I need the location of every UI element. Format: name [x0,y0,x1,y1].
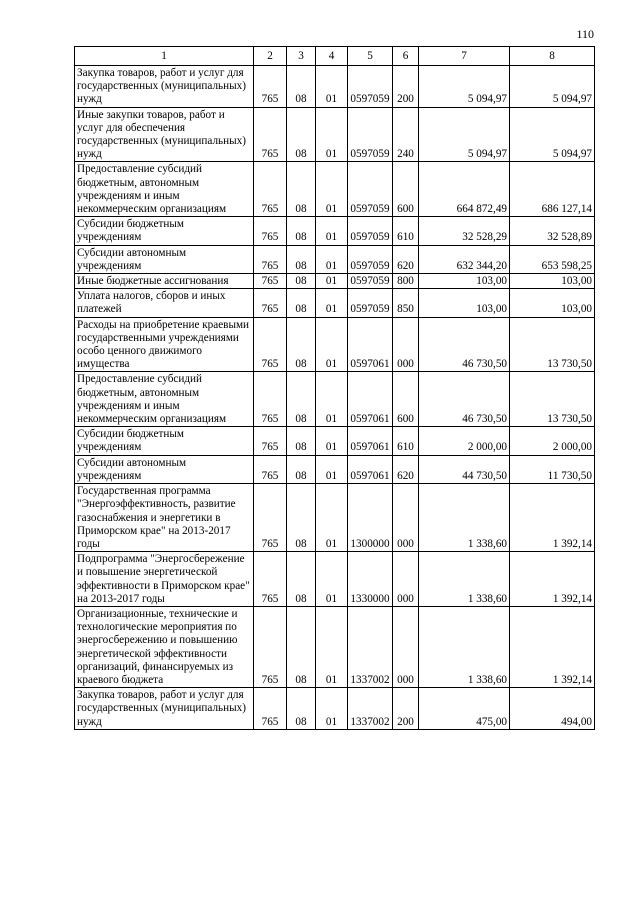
code-cell: 765 [254,217,287,245]
code-cell: 765 [254,162,287,217]
amount-cell: 1 338,60 [419,552,510,607]
expense-type-cell: 240 [393,107,419,162]
amount-cell: 494,00 [510,688,595,730]
column-header: 5 [348,47,393,66]
row-name-cell: Иные бюджетные ассигнования [75,274,254,289]
code-cell: 765 [254,289,287,317]
row-name-cell: Закупка товаров, работ и услуг для государственных (муниципальных) нужд [75,688,254,730]
row-name-cell: Иные закупки товаров, работ и услуг для обеспечения государственных (муниципальных) нужд [75,107,254,162]
page-number: 110 [576,27,594,41]
target-article-cell: 0597061 [348,455,393,483]
expense-type-cell: 620 [393,245,419,273]
amount-cell: 1 392,14 [510,552,595,607]
column-header: 1 [75,47,254,66]
expense-type-cell: 620 [393,455,419,483]
amount-cell: 2 000,00 [510,427,595,455]
table-header-row [75,47,595,66]
target-article-cell: 0597059 [348,289,393,317]
target-article-cell: 0597059 [348,245,393,273]
row-name-cell: Предоставление субсидий бюджетным, автономным учреждениям и иным некоммерческим организациям [75,162,254,217]
section-cell: 08 [287,688,316,730]
row-name-cell: Подпрограмма "Энергосбережение и повышение энергетической эффективности в Приморском крае" на 2013-2017 годы [75,552,254,607]
code-cell: 765 [254,274,287,289]
column-header: 6 [393,47,419,66]
subsection-cell: 01 [316,484,348,552]
subsection-cell: 01 [316,552,348,607]
row-name-cell: Субсидии автономным учреждениям [75,245,254,273]
subsection-cell: 01 [316,107,348,162]
section-cell: 08 [287,289,316,317]
amount-cell: 475,00 [419,688,510,730]
table-row [75,552,595,607]
amount-cell: 13 730,50 [510,372,595,427]
row-name-cell: Субсидии автономным учреждениям [75,455,254,483]
code-cell: 765 [254,427,287,455]
expense-type-cell: 000 [393,606,419,687]
expense-type-cell: 200 [393,688,419,730]
expense-type-cell: 800 [393,274,419,289]
target-article-cell: 0597059 [348,107,393,162]
subsection-cell: 01 [316,427,348,455]
table-body [75,66,595,730]
section-cell: 08 [287,427,316,455]
expense-type-cell: 610 [393,217,419,245]
target-article-cell: 1337002 [348,688,393,730]
amount-cell: 632 344,20 [419,245,510,273]
table-row [75,688,595,730]
amount-cell: 1 392,14 [510,606,595,687]
section-cell: 08 [287,606,316,687]
section-cell: 08 [287,455,316,483]
code-cell: 765 [254,317,287,372]
target-article-cell: 1330000 [348,552,393,607]
column-header: 3 [287,47,316,66]
table-row [75,289,595,317]
code-cell: 765 [254,688,287,730]
table-row [75,317,595,372]
code-cell: 765 [254,245,287,273]
amount-cell: 686 127,14 [510,162,595,217]
row-name-cell: Предоставление субсидий бюджетным, автономным учреждениям и иным некоммерческим организациям [75,372,254,427]
amount-cell: 653 598,25 [510,245,595,273]
amount-cell: 103,00 [419,274,510,289]
expense-type-cell: 850 [393,289,419,317]
section-cell: 08 [287,552,316,607]
table-row [75,455,595,483]
section-cell: 08 [287,66,316,108]
row-name-cell: Организационные, технические и технологические мероприятия по энергосбережению и повышению энергетической эффективности организаций, финансируемых из краевого бюджета [75,606,254,687]
amount-cell: 46 730,50 [419,372,510,427]
section-cell: 08 [287,162,316,217]
column-header: 8 [510,47,595,66]
amount-cell: 5 094,97 [419,107,510,162]
table-row [75,66,595,108]
amount-cell: 1 338,60 [419,606,510,687]
target-article-cell: 1300000 [348,484,393,552]
amount-cell: 2 000,00 [419,427,510,455]
subsection-cell: 01 [316,606,348,687]
amount-cell: 103,00 [510,274,595,289]
expense-type-cell: 000 [393,552,419,607]
expense-type-cell: 000 [393,317,419,372]
amount-cell: 5 094,97 [510,107,595,162]
target-article-cell: 0597061 [348,427,393,455]
amount-cell: 11 730,50 [510,455,595,483]
subsection-cell: 01 [316,217,348,245]
amount-cell: 103,00 [510,289,595,317]
table-row [75,484,595,552]
row-name-cell: Субсидии бюджетным учреждениям [75,427,254,455]
column-header: 2 [254,47,287,66]
row-name-cell: Субсидии бюджетным учреждениям [75,217,254,245]
budget-table [74,46,595,730]
code-cell: 765 [254,372,287,427]
subsection-cell: 01 [316,66,348,108]
section-cell: 08 [287,372,316,427]
row-name-cell: Уплата налогов, сборов и иных платежей [75,289,254,317]
amount-cell: 1 338,60 [419,484,510,552]
subsection-cell: 01 [316,162,348,217]
amount-cell: 103,00 [419,289,510,317]
subsection-cell: 01 [316,372,348,427]
column-header: 7 [419,47,510,66]
amount-cell: 5 094,97 [510,66,595,108]
target-article-cell: 0597059 [348,217,393,245]
expense-type-cell: 000 [393,484,419,552]
amount-cell: 46 730,50 [419,317,510,372]
subsection-cell: 01 [316,274,348,289]
table-row [75,606,595,687]
target-article-cell: 0597061 [348,317,393,372]
target-article-cell: 0597059 [348,274,393,289]
target-article-cell: 0597059 [348,66,393,108]
amount-cell: 32 528,29 [419,217,510,245]
table-row [75,427,595,455]
section-cell: 08 [287,484,316,552]
amount-cell: 664 872,49 [419,162,510,217]
amount-cell: 44 730,50 [419,455,510,483]
amount-cell: 1 392,14 [510,484,595,552]
table-row [75,274,595,289]
section-cell: 08 [287,107,316,162]
code-cell: 765 [254,484,287,552]
table-row [75,217,595,245]
subsection-cell: 01 [316,317,348,372]
section-cell: 08 [287,317,316,372]
target-article-cell: 1337002 [348,606,393,687]
subsection-cell: 01 [316,455,348,483]
expense-type-cell: 610 [393,427,419,455]
target-article-cell: 0597059 [348,162,393,217]
row-name-cell: Расходы на приобретение краевыми государственными учреждениями особо ценного движимого имущества [75,317,254,372]
table-row [75,107,595,162]
section-cell: 08 [287,245,316,273]
subsection-cell: 01 [316,289,348,317]
code-cell: 765 [254,107,287,162]
subsection-cell: 01 [316,688,348,730]
expense-type-cell: 600 [393,162,419,217]
column-header: 4 [316,47,348,66]
code-cell: 765 [254,552,287,607]
table-row [75,372,595,427]
subsection-cell: 01 [316,245,348,273]
table-row [75,245,595,273]
expense-type-cell: 600 [393,372,419,427]
row-name-cell: Закупка товаров, работ и услуг для государственных (муниципальных) нужд [75,66,254,108]
section-cell: 08 [287,274,316,289]
row-name-cell: Государственная программа "Энергоэффективность, развитие газоснабжения и энергетики в Приморском крае" на 2013-2017 годы [75,484,254,552]
amount-cell: 13 730,50 [510,317,595,372]
amount-cell: 5 094,97 [419,66,510,108]
amount-cell: 32 528,89 [510,217,595,245]
expense-type-cell: 200 [393,66,419,108]
table-row [75,162,595,217]
section-cell: 08 [287,217,316,245]
code-cell: 765 [254,455,287,483]
code-cell: 765 [254,66,287,108]
target-article-cell: 0597061 [348,372,393,427]
code-cell: 765 [254,606,287,687]
